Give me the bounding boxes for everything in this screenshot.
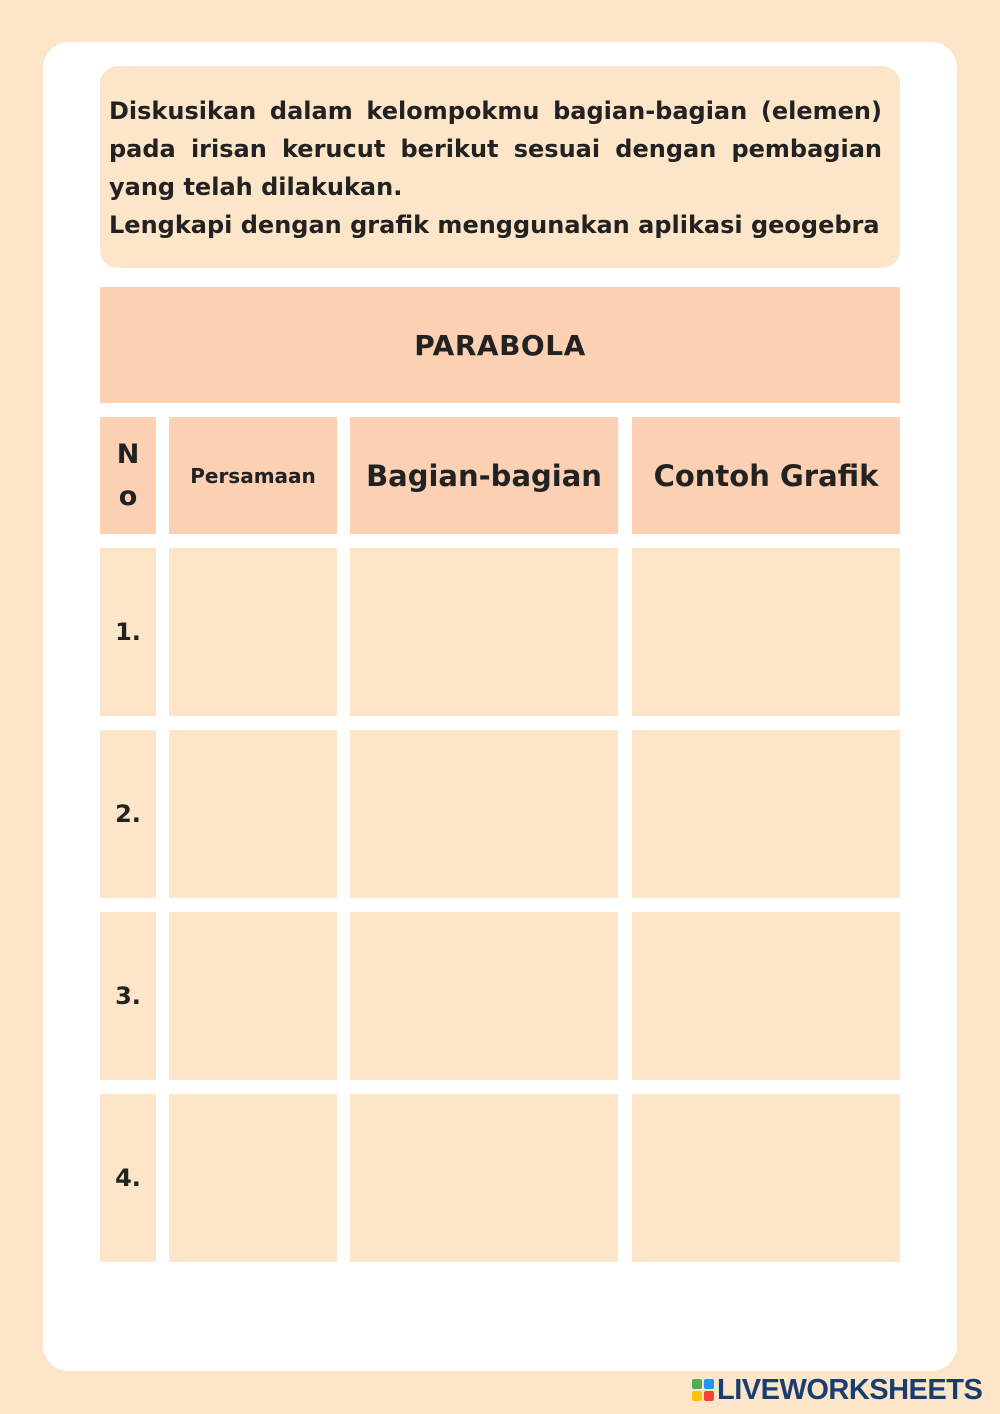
instructions-text-1: Diskusikan dalam kelompokmu bagian-bagian (elemen) pada irisan kerucut berikut sesuai dengan pembagian yang telah dilakukan. [109, 97, 882, 201]
bagian-input-cell[interactable] [350, 1094, 618, 1262]
liveworksheets-logo-icon [692, 1379, 714, 1401]
bagian-input-cell[interactable] [350, 912, 618, 1080]
grafik-input-cell[interactable] [632, 1094, 900, 1262]
header-no [100, 417, 156, 534]
logo-square-blue [704, 1379, 714, 1389]
persamaan-input-cell[interactable] [169, 548, 337, 716]
row-number: 2. [100, 730, 156, 898]
row-number: 3. [100, 912, 156, 1080]
persamaan-input-cell[interactable] [169, 1094, 337, 1262]
header-no-bottom: o [118, 480, 138, 512]
table-title: PARABOLA [100, 287, 900, 403]
persamaan-input-cell[interactable] [169, 730, 337, 898]
liveworksheets-logo [692, 1374, 982, 1406]
grafik-input-cell[interactable] [632, 548, 900, 716]
liveworksheets-logo-text: LIVEWORKSHEETS [717, 1373, 983, 1406]
logo-square-green [692, 1379, 702, 1389]
header-bagian-bagian: Bagian-bagian [350, 417, 618, 534]
instructions-text-2: Lengkapi dengan grafik menggunakan aplikasi geogebra [109, 211, 880, 239]
bagian-input-cell[interactable] [350, 548, 618, 716]
row-number: 4. [100, 1094, 156, 1262]
instructions-box [100, 66, 900, 268]
logo-square-yellow [692, 1391, 702, 1401]
persamaan-input-cell[interactable] [169, 912, 337, 1080]
grafik-input-cell[interactable] [632, 912, 900, 1080]
row-number: 1. [100, 548, 156, 716]
header-persamaan: Persamaan [169, 417, 337, 534]
grafik-input-cell[interactable] [632, 730, 900, 898]
header-no-top: N [116, 438, 140, 470]
bagian-input-cell[interactable] [350, 730, 618, 898]
header-contoh-grafik: Contoh Grafik [632, 417, 900, 534]
logo-square-red [704, 1391, 714, 1401]
